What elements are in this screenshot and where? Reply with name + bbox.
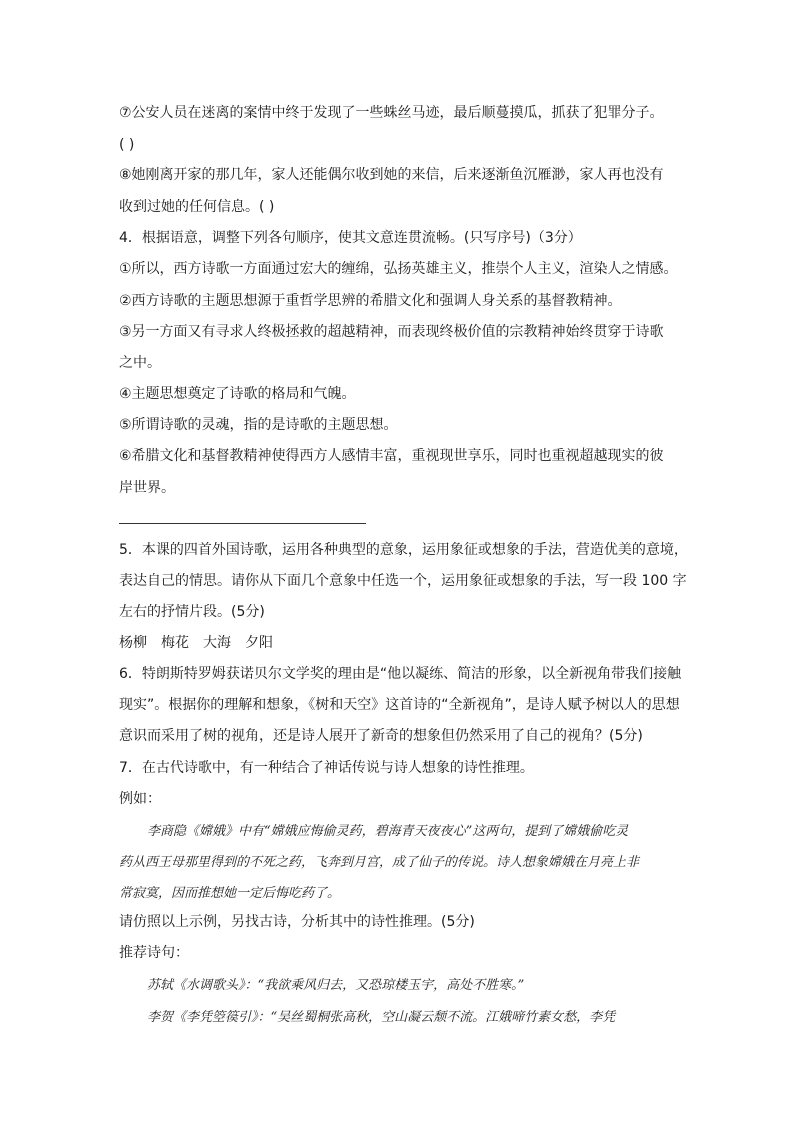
q4-sentence-5: ⑤所谓诗歌的灵魂，指的是诗歌的主题思想。	[119, 417, 398, 433]
q4-sentence-1: ①所以，西方诗歌一方面通过宏大的缠绵，弘扬英雄主义，推崇个人主义，渲染人之情感。	[119, 261, 678, 277]
question-7-instruction: 请仿照以上示例，另找古诗，分析其中的诗性推理。(5分)	[119, 914, 475, 930]
example-text-line-3: 常寂寞，因而推想她一定后悔吃药了。	[119, 886, 341, 901]
item-7-sentence: ⑦公安人员在迷离的案情中终于发现了一些蛛丝马迹，最后顺蔓摸瓜，抓获了犯罪分子。	[119, 105, 664, 121]
recommended-poem-2: 李贺《李凭箜篌引》：“吴丝蜀桐张高秋，空山凝云颓不流。江娥啼竹素女愁，李凭	[147, 1010, 616, 1025]
item-8-sentence-line-1: ⑧她刚离开家的那几年，家人还能偶尔收到她的来信，后来逐渐鱼沉雁渺，家人再也没有	[119, 167, 664, 183]
example-text-line-2: 药从西王母那里得到的不死之药，飞奔到月宫，成了仙子的传说。诗人想象嫦娥在月亮上非	[119, 855, 640, 870]
example-text-line-1: 李商隐《嫦娥》中有“嫦娥应悔偷灵药，碧海青天夜夜心”这两句，提到了嫦娥偷吃灵	[147, 824, 629, 839]
q4-sentence-6-line-2: 岸世界。	[119, 480, 175, 496]
item-7-answer-blank: ( )	[119, 137, 135, 153]
example-label: 例如：	[119, 791, 161, 807]
answer-line	[119, 523, 366, 524]
q4-sentence-6-line-1: ⑥希腊文化和基督教精神使得西方人感情丰富，重视现世享乐，同时也重视超越现实的彼	[119, 448, 664, 464]
question-5-line-2: 表达自己的情思。请你从下面几个意象中任选一个，运用象征或想象的手法，写一段 100 字	[119, 573, 687, 589]
question-5-line-1: 5．本课的四首外国诗歌，运用各种典型的意象，运用象征或想象的手法，营造优美的意境，	[119, 542, 688, 558]
question-7-heading: 7．在古代诗歌中，有一种结合了神话传说与诗人想象的诗性推理。	[119, 760, 534, 776]
q4-sentence-4: ④主题思想奠定了诗歌的格局和气魄。	[119, 386, 356, 402]
image-word: 梅花	[161, 635, 189, 651]
q4-sentence-3-line-2: 之中。	[119, 355, 161, 371]
question-4-heading: 4．根据语意，调整下列各句顺序，使其文意连贯流畅。(只写序号)（3分）	[119, 230, 582, 246]
question-6-line-3: 意识而采用了树的视角，还是诗人展开了新奇的想象但仍然采用了自己的视角？(5分)	[119, 728, 643, 744]
image-word-list	[119, 634, 287, 652]
image-word: 杨柳	[119, 635, 147, 651]
image-word: 大海	[203, 635, 231, 651]
q4-sentence-3-line-1: ③另一方面又有寻求人终极拯救的超越精神，而表现终极价值的宗教精神始终贯穿于诗歌	[119, 324, 664, 340]
image-word: 夕阳	[245, 635, 273, 651]
question-6-line-2: 现实”。根据你的理解和想象，《树和天空》这首诗的“全新视角”，是诗人赋予树以人的思想	[119, 697, 680, 713]
item-8-sentence-line-2: 收到过她的任何信息。( )	[119, 199, 275, 215]
recommended-label: 推荐诗句：	[119, 945, 189, 961]
recommended-poem-1: 苏轼《水调歌头》：“我欲乘风归去，又恐琼楼玉宇，高处不胜寒。”	[147, 978, 525, 993]
q4-sentence-2: ②西方诗歌的主题思想源于重哲学思辨的希腊文化和强调人身关系的基督教精神。	[119, 293, 622, 309]
question-6-line-1: 6．特朗斯特罗姆获诺贝尔文学奖的理由是“他以凝练、简洁的形象，以全新视角带我们接触	[119, 666, 682, 682]
question-5-line-3: 左右的抒情片段。(5分)	[119, 604, 265, 620]
